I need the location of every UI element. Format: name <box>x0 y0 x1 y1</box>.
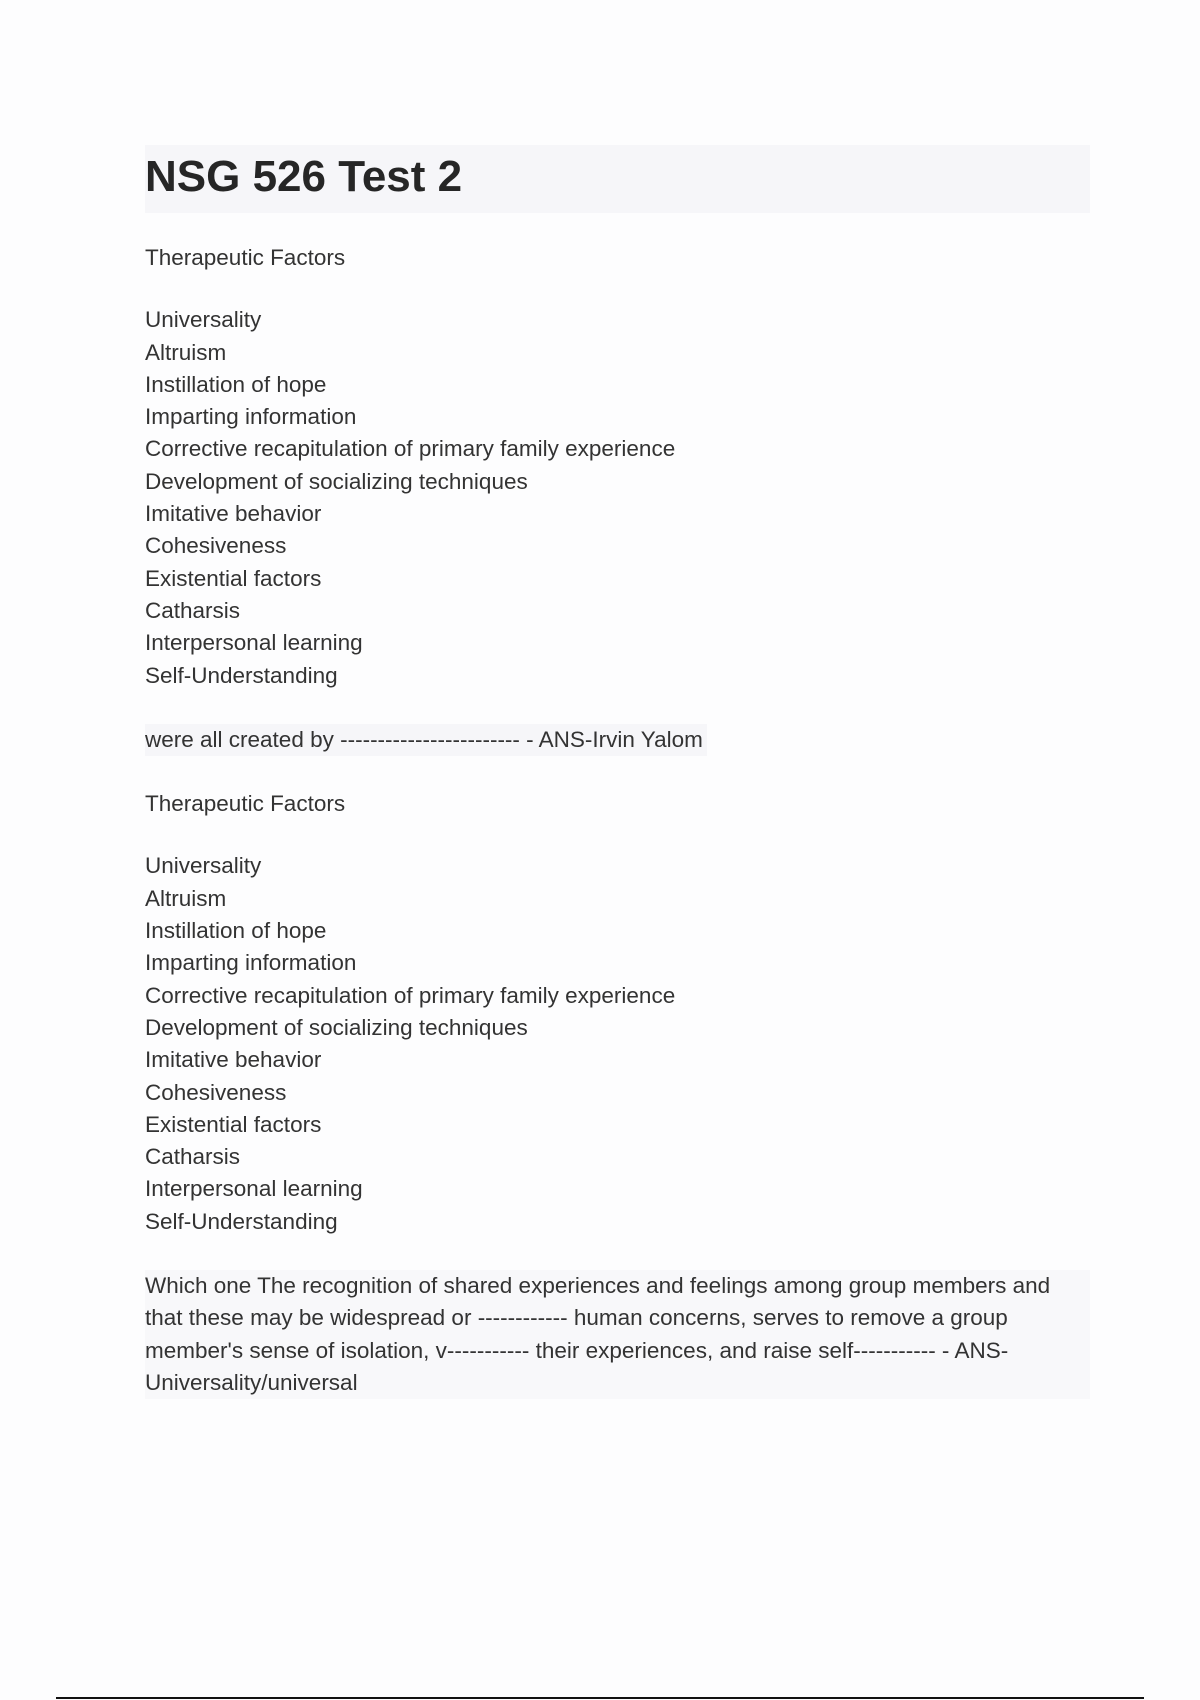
list-item: Corrective recapitulation of primary family experience <box>145 436 676 462</box>
footer-divider <box>56 1697 1144 1699</box>
flashcard <box>145 242 1090 756</box>
document-body <box>145 242 1090 1399</box>
page-title: NSG 526 Test 2 <box>145 152 463 201</box>
list-item: Development of socializing techniques <box>145 468 528 494</box>
factor-list <box>145 304 1090 692</box>
list-item: Universality <box>145 853 262 879</box>
list-item: Interpersonal learning <box>145 1176 363 1202</box>
list-item: Development of socializing techniques <box>145 1014 528 1040</box>
list-item: Self-Understanding <box>145 662 338 688</box>
question-answer: Which one The recognition of shared experiences and feelings among group members and that these may be widespread or ------------ human concerns, serves to remove a group member's sense of isolation, v----------- their experiences, and raise self----------- - ANS-Universality/universal <box>145 1270 1090 1399</box>
list-item: Catharsis <box>145 597 241 623</box>
list-item: Instillation of hope <box>145 371 327 397</box>
list-item: Instillation of hope <box>145 918 327 944</box>
list-item: Cohesiveness <box>145 1079 287 1105</box>
list-item: Corrective recapitulation of primary family experience <box>145 982 676 1008</box>
card-heading: Therapeutic Factors <box>145 791 346 817</box>
factor-list <box>145 850 1090 1238</box>
question-text: were all created by ------------------------ - ANS-Irvin Yalom <box>145 724 707 756</box>
list-item: Existential factors <box>145 1111 322 1137</box>
list-item: Cohesiveness <box>145 533 287 559</box>
list-item: Catharsis <box>145 1144 241 1170</box>
list-item: Imitative behavior <box>145 501 322 527</box>
card-heading: Therapeutic Factors <box>145 245 346 270</box>
title-banner <box>145 145 1090 213</box>
list-item: Self-Understanding <box>145 1208 338 1234</box>
question-answer <box>145 724 1090 756</box>
list-item: Imparting information <box>145 950 357 976</box>
list-item: Universality <box>145 307 262 333</box>
list-item: Altruism <box>145 885 227 911</box>
list-item: Imparting information <box>145 404 357 430</box>
list-item: Existential factors <box>145 565 322 591</box>
flashcard <box>145 788 1090 1399</box>
list-item: Interpersonal learning <box>145 630 363 656</box>
list-item: Altruism <box>145 339 227 365</box>
list-item: Imitative behavior <box>145 1047 322 1073</box>
